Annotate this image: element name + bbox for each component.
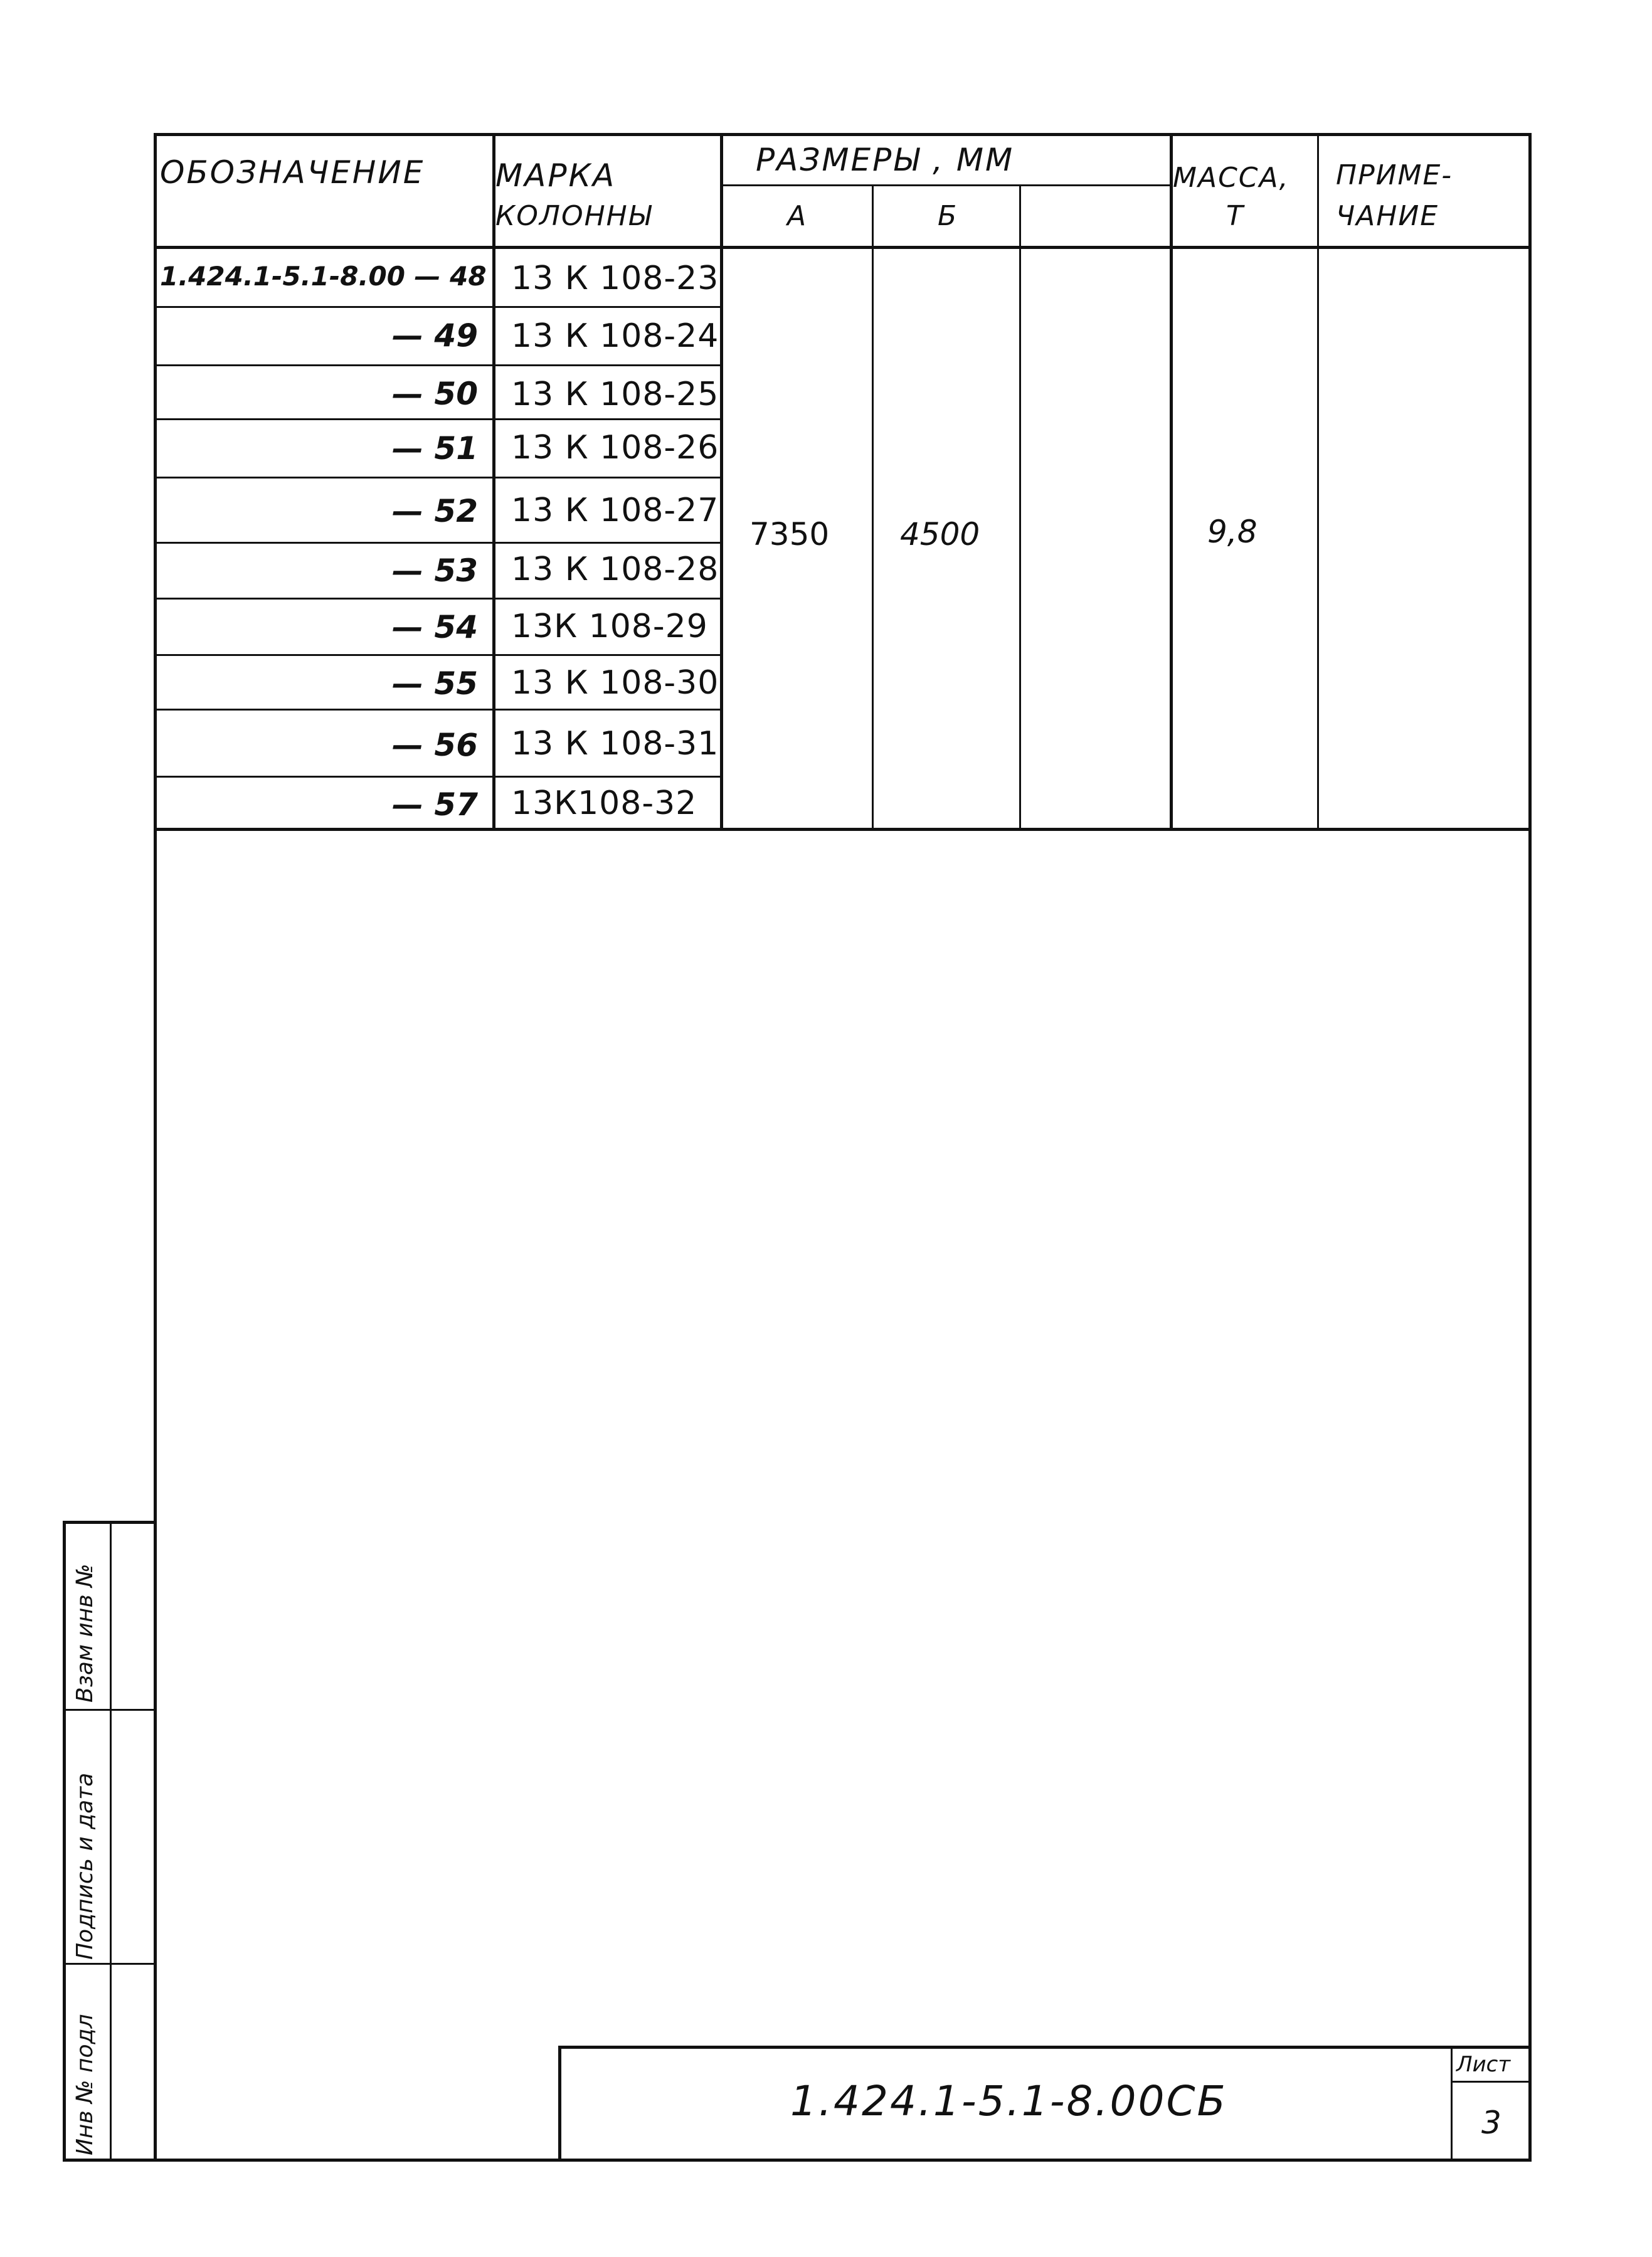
header-mass-line1: МАССА, bbox=[1173, 162, 1289, 194]
row-designation: — 54 bbox=[392, 609, 478, 645]
header-col-a: А bbox=[787, 200, 808, 232]
row-designation: — 50 bbox=[392, 376, 478, 412]
header-note-line2: ЧАНИЕ bbox=[1336, 200, 1439, 232]
row-designation: — 55 bbox=[392, 665, 478, 702]
title-block-left bbox=[558, 2046, 561, 2162]
value-b: 4500 bbox=[900, 516, 980, 552]
header-mass-line2: Т bbox=[1226, 200, 1244, 232]
stamp-podpis: Подпись и дата bbox=[72, 1772, 98, 1960]
stamp-inv: Инв № подл bbox=[72, 2014, 98, 2155]
row-mark: 13 К 108-31 bbox=[511, 725, 719, 763]
stamp-top bbox=[63, 1521, 156, 1524]
row-line bbox=[154, 654, 721, 656]
document-code: 1.424.1-5.1-8.00СБ bbox=[790, 2077, 1227, 2125]
frame-bottom bbox=[63, 2159, 1532, 2162]
sheet-box-divider bbox=[1451, 2081, 1530, 2083]
row-mark: 13 К 108-25 bbox=[511, 376, 719, 413]
frame-top bbox=[154, 133, 1532, 136]
row-designation: — 52 bbox=[392, 493, 478, 529]
header-mark-line1: МАРКА bbox=[495, 157, 617, 194]
row-designation: — 57 bbox=[392, 786, 478, 823]
sheet-number: 3 bbox=[1481, 2105, 1501, 2141]
row-line bbox=[154, 364, 721, 366]
header-sizes: РАЗМЕРЫ , ММ bbox=[756, 142, 1015, 178]
row-designation: — 56 bbox=[392, 727, 478, 763]
col-line-1 bbox=[492, 133, 495, 831]
row-line bbox=[154, 306, 721, 308]
table-bottom-line bbox=[154, 828, 1532, 831]
row-designation: 1.424.1-5.1-8.00 — 48 bbox=[160, 261, 487, 292]
frame-left bbox=[154, 133, 157, 2162]
row-line bbox=[154, 598, 721, 600]
header-note-line1: ПРИМЕ- bbox=[1336, 159, 1453, 191]
value-a: 7350 bbox=[749, 516, 830, 552]
col-line-4 bbox=[1019, 184, 1021, 830]
row-mark: 13 К 108-24 bbox=[511, 317, 719, 355]
row-mark: 13 К 108-26 bbox=[511, 429, 719, 467]
header-col-b: Б bbox=[938, 200, 958, 232]
row-designation: — 49 bbox=[392, 317, 478, 354]
row-mark: 13 К 108-28 bbox=[511, 551, 719, 588]
row-designation: — 51 bbox=[392, 430, 478, 467]
stamp-divider-2 bbox=[63, 1963, 156, 1965]
sheet-box-left bbox=[1451, 2046, 1453, 2160]
sizes-divider-line bbox=[721, 184, 1171, 186]
header-mark-line2: КОЛОННЫ bbox=[495, 200, 652, 232]
value-mass: 9,8 bbox=[1207, 514, 1258, 550]
row-line bbox=[154, 709, 721, 711]
stamp-vzam: Взам инв № bbox=[72, 1563, 98, 1703]
row-mark: 13К108-32 bbox=[511, 785, 697, 822]
title-block-top bbox=[558, 2046, 1532, 2049]
row-mark: 13 К 108-27 bbox=[511, 492, 719, 529]
stamp-divider-1 bbox=[63, 1709, 156, 1711]
row-line bbox=[154, 542, 721, 544]
header-bottom-line bbox=[154, 246, 1532, 249]
row-line bbox=[154, 776, 721, 778]
row-designation: — 53 bbox=[392, 552, 478, 589]
col-line-2 bbox=[720, 133, 723, 831]
frame-right bbox=[1528, 133, 1532, 2162]
row-mark: 13 К 108-30 bbox=[511, 664, 719, 702]
sheet-label: Лист bbox=[1456, 2052, 1511, 2077]
row-mark: 13 К 108-23 bbox=[511, 260, 719, 297]
row-mark: 13К 108-29 bbox=[511, 608, 708, 645]
stamp-inner-divider bbox=[110, 1521, 112, 2160]
header-designation: ОБОЗНАЧЕНИЕ bbox=[160, 154, 425, 191]
col-line-3 bbox=[872, 184, 874, 830]
col-line-5 bbox=[1170, 133, 1173, 831]
col-line-6 bbox=[1317, 133, 1319, 830]
row-line bbox=[154, 477, 721, 478]
row-line bbox=[154, 418, 721, 420]
stamp-outer-left bbox=[63, 1521, 66, 2162]
